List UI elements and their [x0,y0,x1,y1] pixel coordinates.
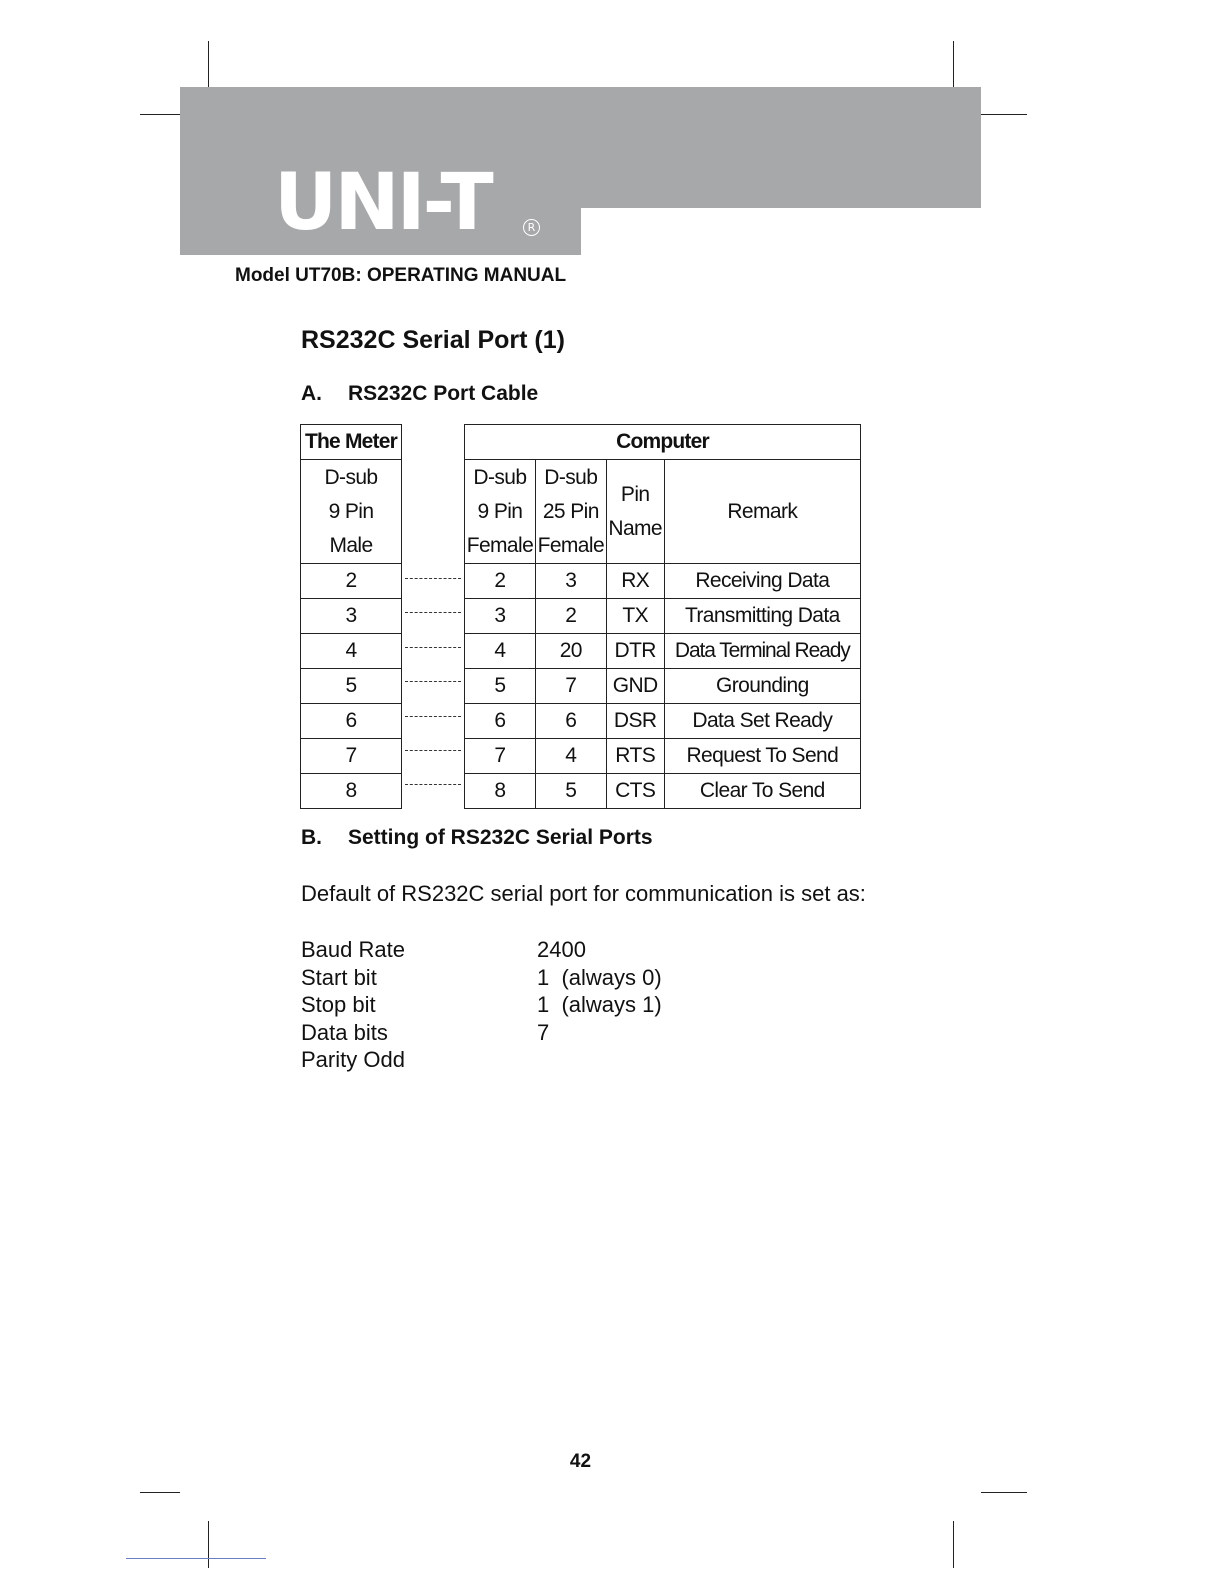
section-b-heading [301,826,653,850]
section-letter: A. [301,382,322,405]
section-title: Setting of RS232C Serial Ports [348,826,653,849]
crop-mark [981,114,1027,115]
table-row [465,634,861,669]
crop-mark [208,41,209,87]
crop-mark [953,1521,954,1568]
connector-line [405,647,461,648]
table-row [465,704,861,739]
meter-subheading [301,460,402,564]
pin25-cell: 6 [535,704,606,739]
connector-line [405,784,461,785]
meter-pin-table [300,424,402,809]
meter-pin-cell: 8 [301,774,402,809]
setting-label: Stop bit [301,992,376,1017]
pin-name-cell: TX [606,599,664,634]
registered-mark: R [523,219,540,236]
remark-cell: Clear To Send [664,774,860,809]
col-remark-header: Remark [664,460,860,564]
remark-cell: Transmitting Data [664,599,860,634]
header-line: D-sub [473,465,527,489]
pin-name-cell: RX [606,564,664,599]
crop-mark [140,1492,180,1493]
connector-line [405,612,461,613]
pin9-cell: 6 [465,704,536,739]
pin25-cell: 3 [535,564,606,599]
crop-mark [981,1492,1027,1493]
computer-heading: Computer [465,425,861,460]
header-line: Pin [620,482,650,506]
meter-sub-line: Male [329,533,373,557]
connector-line [405,750,461,751]
pin9-cell: 2 [465,564,536,599]
meter-pin-cell: 4 [301,634,402,669]
settings-row [301,1046,662,1074]
pin-name-cell: DTR [606,634,664,669]
pin25-cell: 5 [535,774,606,809]
connector-line [405,681,461,682]
bottom-rule [126,1558,266,1559]
settings-list [301,936,662,1074]
crop-mark [140,114,180,115]
pin9-cell: 4 [465,634,536,669]
pin25-cell: 2 [535,599,606,634]
page-number: 42 [569,1451,592,1472]
setting-label: Data bits [301,1019,388,1045]
remark-cell: Data Terminal Ready [664,634,860,669]
connector-line [405,578,461,579]
pin25-cell: 7 [535,669,606,704]
table-row [465,739,861,774]
pin-name-cell: GND [606,669,664,704]
settings-row [301,1019,662,1047]
pin-name-cell: DSR [606,704,664,739]
pin9-cell: 7 [465,739,536,774]
settings-row [301,991,662,1019]
header-line: Female [466,533,534,557]
remark-cell: Data Set Ready [664,704,860,739]
setting-label: Parity Odd [301,1047,405,1072]
header-line: Female [537,533,605,557]
setting-value: 7 [537,1019,550,1045]
section-a-heading [301,382,538,406]
col-pin-name-header [606,460,664,564]
header-line: Name [608,516,662,540]
pin-name-cell: CTS [606,774,664,809]
remark-cell: Grounding [664,669,860,704]
header-line: 9 Pin [477,499,523,523]
intro-paragraph: Default of RS232C serial port for communication is set as: [301,881,866,906]
meter-sub-line: D-sub [324,465,378,489]
pin9-cell: 5 [465,669,536,704]
table-row [465,669,861,704]
header-line: 25 Pin [542,499,599,523]
meter-pin-cell: 2 [301,564,402,599]
meter-heading: The Meter [301,425,402,460]
setting-value: 1 (always 0) [537,964,662,990]
table-row [465,774,861,809]
pin9-cell: 3 [465,599,536,634]
section-title: RS232C Port Cable [348,382,539,405]
pin25-cell: 20 [535,634,606,669]
meter-pin-cell: 3 [301,599,402,634]
section-letter: B. [301,826,322,849]
settings-row [301,936,662,964]
crop-mark [953,41,954,87]
remark-cell: Request To Send [664,739,860,774]
meter-pin-cell: 6 [301,704,402,739]
header-line: D-sub [544,465,598,489]
page-title: RS232C Serial Port (1) [301,326,565,354]
table-row [465,599,861,634]
setting-value: 2400 [537,937,586,962]
col-dsub25-header [535,460,606,564]
model-line: Model UT70B: OPERATING MANUAL [235,265,567,286]
pin-name-cell: RTS [606,739,664,774]
table-row [465,564,861,599]
meter-sub-line: 9 Pin [328,499,374,523]
pin25-cell: 4 [535,739,606,774]
meter-pin-cell: 7 [301,739,402,774]
setting-label: Baud Rate [301,937,405,962]
setting-value: 1 (always 1) [537,992,662,1017]
meter-pin-cell: 5 [301,669,402,704]
brand-logo: UNI-T [274,158,491,248]
remark-cell: Receiving Data [664,564,860,599]
computer-pin-table [464,424,861,809]
settings-row [301,964,662,992]
crop-mark [208,1521,209,1568]
setting-label: Start bit [301,964,377,990]
pin9-cell: 8 [465,774,536,809]
connector-line [405,716,461,717]
col-dsub9-header [465,460,536,564]
